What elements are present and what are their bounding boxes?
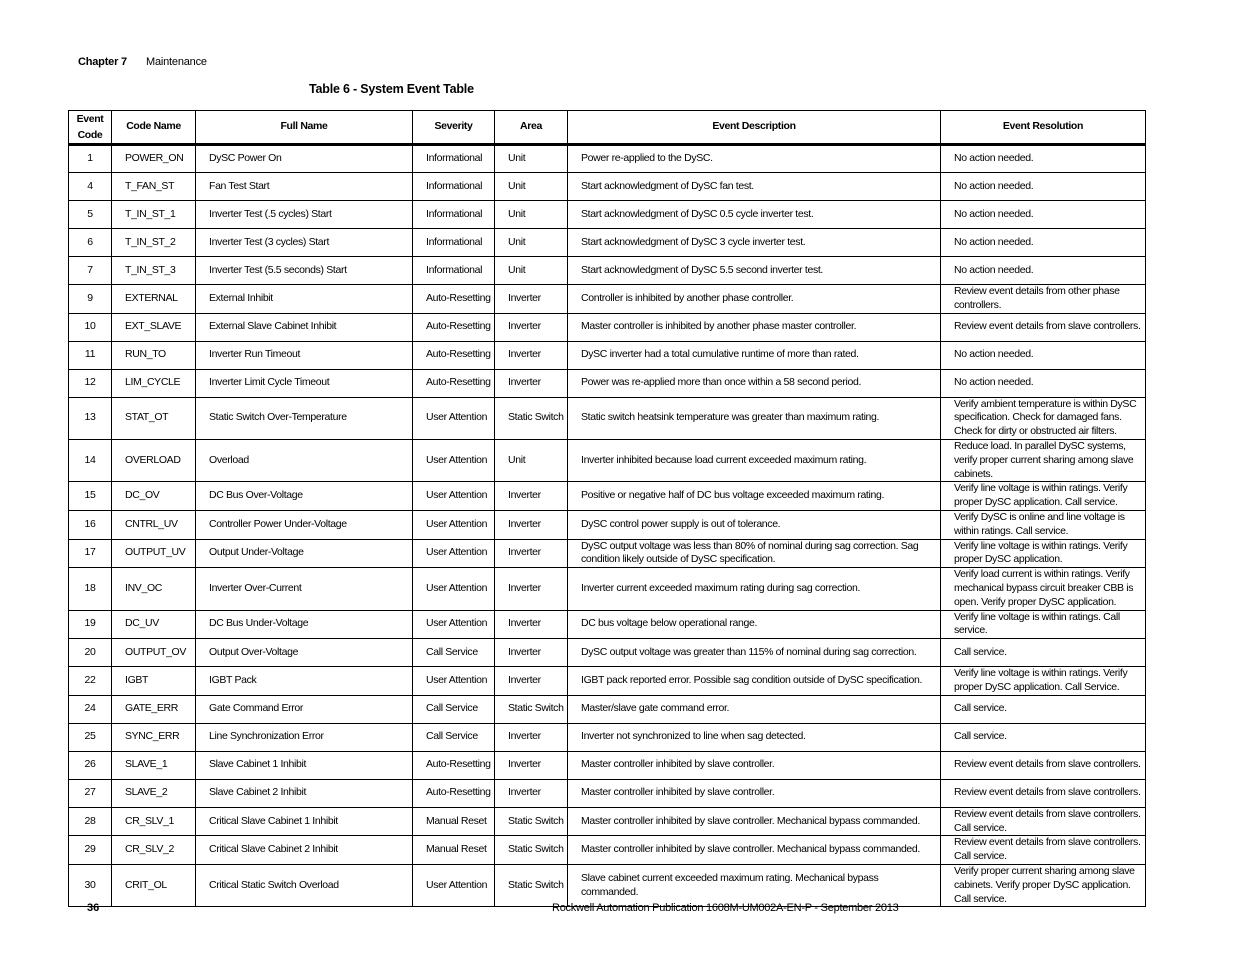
code-name-cell: IGBT (112, 667, 196, 696)
severity-cell: User Attention (413, 482, 495, 511)
table-row (69, 610, 1146, 639)
code-name-cell: T_IN_ST_1 (112, 201, 196, 229)
area-cell: Unit (495, 439, 568, 481)
event-description-cell: Master controller inhibited by slave controller. (568, 751, 941, 779)
area-cell: Static Switch (495, 836, 568, 865)
severity-cell: Call Service (413, 723, 495, 751)
event-code-cell: 7 (69, 257, 112, 285)
table-row (69, 201, 1146, 229)
full-name-cell: Inverter Over-Current (196, 568, 413, 610)
area-cell: Inverter (495, 610, 568, 639)
area-cell: Inverter (495, 723, 568, 751)
event-description-cell: Inverter inhibited because load current exceeded maximum rating. (568, 439, 941, 481)
table-row (69, 229, 1146, 257)
area-cell: Inverter (495, 285, 568, 314)
event-description-cell: Inverter not synchronized to line when sag detected. (568, 723, 941, 751)
severity-cell: Informational (413, 145, 495, 173)
event-code-cell: 10 (69, 313, 112, 341)
table-row (69, 482, 1146, 511)
event-code-cell: 26 (69, 751, 112, 779)
event-description-cell: DySC control power supply is out of tolerance. (568, 510, 941, 539)
col-header-event-code: Event Code (69, 111, 112, 145)
severity-cell: Auto-Resetting (413, 341, 495, 369)
event-description-cell: DySC output voltage was greater than 115% of nominal during sag correction. (568, 639, 941, 667)
event-resolution-cell: Review event details from slave controllers. (941, 751, 1146, 779)
code-name-cell: OVERLOAD (112, 439, 196, 481)
event-code-cell: 12 (69, 369, 112, 397)
code-name-cell: OUTPUT_OV (112, 639, 196, 667)
event-description-cell: Master/slave gate command error. (568, 695, 941, 723)
event-code-cell: 19 (69, 610, 112, 639)
table-row (69, 313, 1146, 341)
col-header-code-name: Code Name (112, 111, 196, 145)
full-name-cell: External Inhibit (196, 285, 413, 314)
event-code-cell: 11 (69, 341, 112, 369)
event-code-cell: 18 (69, 568, 112, 610)
event-code-cell: 20 (69, 639, 112, 667)
full-name-cell: Critical Static Switch Overload (196, 864, 413, 906)
event-code-cell: 17 (69, 539, 112, 568)
code-name-cell: LIM_CYCLE (112, 369, 196, 397)
code-name-cell: RUN_TO (112, 341, 196, 369)
chapter-label: Chapter 7 (78, 56, 127, 68)
area-cell: Inverter (495, 779, 568, 807)
full-name-cell: Output Over-Voltage (196, 639, 413, 667)
area-cell: Unit (495, 145, 568, 173)
table-row (69, 341, 1146, 369)
event-code-cell: 24 (69, 695, 112, 723)
table-row (69, 510, 1146, 539)
table-row (69, 639, 1146, 667)
event-resolution-cell: Verify proper current sharing among slave cabinets. Verify proper DySC application. Call service. (941, 864, 1146, 906)
area-cell: Inverter (495, 369, 568, 397)
event-resolution-cell: Reduce load. In parallel DySC systems, verify proper current sharing among slave cabinets. (941, 439, 1146, 481)
event-code-cell: 6 (69, 229, 112, 257)
event-resolution-cell: Call service. (941, 639, 1146, 667)
code-name-cell: CR_SLV_1 (112, 807, 196, 836)
full-name-cell: Controller Power Under-Voltage (196, 510, 413, 539)
event-code-cell: 13 (69, 397, 112, 439)
code-name-cell: SYNC_ERR (112, 723, 196, 751)
table-row (69, 285, 1146, 314)
col-header-event-description: Event Description (568, 111, 941, 145)
event-resolution-cell: No action needed. (941, 341, 1146, 369)
severity-cell: Manual Reset (413, 836, 495, 865)
area-cell: Unit (495, 201, 568, 229)
severity-cell: Informational (413, 173, 495, 201)
event-code-cell: 1 (69, 145, 112, 173)
event-description-cell: DC bus voltage below operational range. (568, 610, 941, 639)
severity-cell: User Attention (413, 864, 495, 906)
severity-cell: Call Service (413, 695, 495, 723)
full-name-cell: Inverter Limit Cycle Timeout (196, 369, 413, 397)
severity-cell: Manual Reset (413, 807, 495, 836)
event-description-cell: Start acknowledgment of DySC 3 cycle inverter test. (568, 229, 941, 257)
table-row (69, 751, 1146, 779)
event-code-cell: 28 (69, 807, 112, 836)
event-code-cell: 22 (69, 667, 112, 696)
table-header-row (69, 111, 1146, 145)
event-description-cell: Slave cabinet current exceeded maximum rating. Mechanical bypass commanded. (568, 864, 941, 906)
event-description-cell: Power was re-applied more than once within a 58 second period. (568, 369, 941, 397)
event-code-cell: 14 (69, 439, 112, 481)
event-resolution-cell: Verify DySC is online and line voltage is within ratings. Call service. (941, 510, 1146, 539)
event-description-cell: Power re-applied to the DySC. (568, 145, 941, 173)
code-name-cell: CRIT_OL (112, 864, 196, 906)
full-name-cell: DC Bus Under-Voltage (196, 610, 413, 639)
event-code-cell: 5 (69, 201, 112, 229)
event-resolution-cell: Call service. (941, 695, 1146, 723)
event-resolution-cell: Verify line voltage is within ratings. Verify proper DySC application. Call service. (941, 482, 1146, 511)
code-name-cell: CR_SLV_2 (112, 836, 196, 865)
code-name-cell: T_IN_ST_3 (112, 257, 196, 285)
full-name-cell: Inverter Test (.5 cycles) Start (196, 201, 413, 229)
full-name-cell: Gate Command Error (196, 695, 413, 723)
event-code-cell: 16 (69, 510, 112, 539)
full-name-cell: DC Bus Over-Voltage (196, 482, 413, 511)
severity-cell: Auto-Resetting (413, 285, 495, 314)
severity-cell: Call Service (413, 639, 495, 667)
event-code-cell: 25 (69, 723, 112, 751)
severity-cell: User Attention (413, 539, 495, 568)
table-row (69, 145, 1146, 173)
section-label: Maintenance (146, 56, 207, 68)
event-description-cell: DySC inverter had a total cumulative runtime of more than rated. (568, 341, 941, 369)
code-name-cell: DC_OV (112, 482, 196, 511)
area-cell: Unit (495, 257, 568, 285)
full-name-cell: Critical Slave Cabinet 2 Inhibit (196, 836, 413, 865)
area-cell: Inverter (495, 751, 568, 779)
severity-cell: User Attention (413, 610, 495, 639)
event-code-cell: 9 (69, 285, 112, 314)
table-row (69, 807, 1146, 836)
full-name-cell: Overload (196, 439, 413, 481)
event-description-cell: Master controller inhibited by slave controller. (568, 779, 941, 807)
full-name-cell: DySC Power On (196, 145, 413, 173)
full-name-cell: Fan Test Start (196, 173, 413, 201)
full-name-cell: Static Switch Over-Temperature (196, 397, 413, 439)
table-row (69, 723, 1146, 751)
col-header-event-resolution: Event Resolution (941, 111, 1146, 145)
full-name-cell: Inverter Test (3 cycles) Start (196, 229, 413, 257)
event-description-cell: Master controller is inhibited by another phase master controller. (568, 313, 941, 341)
full-name-cell: Output Under-Voltage (196, 539, 413, 568)
code-name-cell: GATE_ERR (112, 695, 196, 723)
code-name-cell: DC_UV (112, 610, 196, 639)
event-description-cell: Start acknowledgment of DySC 5.5 second inverter test. (568, 257, 941, 285)
event-resolution-cell: Review event details from other phase controllers. (941, 285, 1146, 314)
full-name-cell: Slave Cabinet 2 Inhibit (196, 779, 413, 807)
event-resolution-cell: No action needed. (941, 145, 1146, 173)
full-name-cell: External Slave Cabinet Inhibit (196, 313, 413, 341)
severity-cell: User Attention (413, 439, 495, 481)
area-cell: Inverter (495, 510, 568, 539)
area-cell: Inverter (495, 667, 568, 696)
table-row (69, 568, 1146, 610)
area-cell: Inverter (495, 482, 568, 511)
code-name-cell: EXT_SLAVE (112, 313, 196, 341)
event-description-cell: Static switch heatsink temperature was greater than maximum rating. (568, 397, 941, 439)
table-title: Table 6 - System Event Table (309, 82, 474, 96)
severity-cell: Informational (413, 257, 495, 285)
event-resolution-cell: No action needed. (941, 257, 1146, 285)
area-cell: Static Switch (495, 397, 568, 439)
code-name-cell: STAT_OT (112, 397, 196, 439)
col-header-area: Area (495, 111, 568, 145)
severity-cell: Auto-Resetting (413, 313, 495, 341)
event-description-cell: Master controller inhibited by slave controller. Mechanical bypass commanded. (568, 836, 941, 865)
severity-cell: Informational (413, 229, 495, 257)
event-resolution-cell: Review event details from slave controllers. (941, 779, 1146, 807)
table-row (69, 779, 1146, 807)
table-row (69, 439, 1146, 481)
code-name-cell: POWER_ON (112, 145, 196, 173)
event-resolution-cell: Verify line voltage is within ratings. Verify proper DySC application. (941, 539, 1146, 568)
severity-cell: User Attention (413, 667, 495, 696)
full-name-cell: Slave Cabinet 1 Inhibit (196, 751, 413, 779)
table-row (69, 257, 1146, 285)
severity-cell: User Attention (413, 397, 495, 439)
event-description-cell: DySC output voltage was less than 80% of nominal during sag correction. Sag condition likely outside of DySC specification. (568, 539, 941, 568)
full-name-cell: Line Synchronization Error (196, 723, 413, 751)
code-name-cell: EXTERNAL (112, 285, 196, 314)
event-description-cell: Start acknowledgment of DySC 0.5 cycle inverter test. (568, 201, 941, 229)
table-row (69, 667, 1146, 696)
severity-cell: Auto-Resetting (413, 751, 495, 779)
event-code-cell: 29 (69, 836, 112, 865)
severity-cell: Auto-Resetting (413, 779, 495, 807)
full-name-cell: Inverter Run Timeout (196, 341, 413, 369)
table-row (69, 369, 1146, 397)
severity-cell: Informational (413, 201, 495, 229)
area-cell: Unit (495, 173, 568, 201)
table-row (69, 173, 1146, 201)
event-resolution-cell: Review event details from slave controllers. Call service. (941, 807, 1146, 836)
full-name-cell: IGBT Pack (196, 667, 413, 696)
event-resolution-cell: Verify line voltage is within ratings. Verify proper DySC application. Call Service. (941, 667, 1146, 696)
code-name-cell: INV_OC (112, 568, 196, 610)
table-row (69, 864, 1146, 906)
col-header-full-name: Full Name (196, 111, 413, 145)
event-resolution-cell: Verify ambient temperature is within DySC specification. Check for damaged fans. Check for dirty or obstructed air filters. (941, 397, 1146, 439)
event-description-cell: Master controller inhibited by slave controller. Mechanical bypass commanded. (568, 807, 941, 836)
code-name-cell: T_IN_ST_2 (112, 229, 196, 257)
event-resolution-cell: Verify line voltage is within ratings. Call service. (941, 610, 1146, 639)
severity-cell: User Attention (413, 510, 495, 539)
code-name-cell: SLAVE_1 (112, 751, 196, 779)
event-description-cell: Positive or negative half of DC bus voltage exceeded maximum rating. (568, 482, 941, 511)
event-description-cell: Start acknowledgment of DySC fan test. (568, 173, 941, 201)
event-resolution-cell: No action needed. (941, 201, 1146, 229)
event-resolution-cell: No action needed. (941, 229, 1146, 257)
event-code-cell: 27 (69, 779, 112, 807)
event-resolution-cell: Review event details from slave controllers. (941, 313, 1146, 341)
event-description-cell: Inverter current exceeded maximum rating during sag correction. (568, 568, 941, 610)
full-name-cell: Critical Slave Cabinet 1 Inhibit (196, 807, 413, 836)
full-name-cell: Inverter Test (5.5 seconds) Start (196, 257, 413, 285)
event-resolution-cell: Review event details from slave controllers. Call service. (941, 836, 1146, 865)
event-resolution-cell: Call service. (941, 723, 1146, 751)
event-resolution-cell: No action needed. (941, 369, 1146, 397)
table-body (69, 145, 1146, 907)
code-name-cell: SLAVE_2 (112, 779, 196, 807)
system-event-table (68, 110, 1146, 907)
event-resolution-cell: No action needed. (941, 173, 1146, 201)
table-row (69, 836, 1146, 865)
table-row (69, 397, 1146, 439)
code-name-cell: OUTPUT_UV (112, 539, 196, 568)
severity-cell: Auto-Resetting (413, 369, 495, 397)
area-cell: Inverter (495, 313, 568, 341)
event-description-cell: IGBT pack reported error. Possible sag condition outside of DySC specification. (568, 667, 941, 696)
event-code-cell: 30 (69, 864, 112, 906)
page-number: 36 (87, 902, 100, 914)
event-code-cell: 4 (69, 173, 112, 201)
area-cell: Inverter (495, 568, 568, 610)
table-row (69, 695, 1146, 723)
publication-footer: Rockwell Automation Publication 1608M-UM002A-EN-P - September 2013 (552, 902, 899, 914)
area-cell: Static Switch (495, 807, 568, 836)
area-cell: Inverter (495, 639, 568, 667)
code-name-cell: T_FAN_ST (112, 173, 196, 201)
event-description-cell: Controller is inhibited by another phase controller. (568, 285, 941, 314)
code-name-cell: CNTRL_UV (112, 510, 196, 539)
event-code-cell: 15 (69, 482, 112, 511)
event-resolution-cell: Verify load current is within ratings. Verify mechanical bypass circuit breaker CBB is open. Verify proper DySC application. (941, 568, 1146, 610)
area-cell: Unit (495, 229, 568, 257)
col-header-severity: Severity (413, 111, 495, 145)
area-cell: Static Switch (495, 695, 568, 723)
area-cell: Inverter (495, 539, 568, 568)
table-row (69, 539, 1146, 568)
severity-cell: User Attention (413, 568, 495, 610)
area-cell: Static Switch (495, 864, 568, 906)
area-cell: Inverter (495, 341, 568, 369)
